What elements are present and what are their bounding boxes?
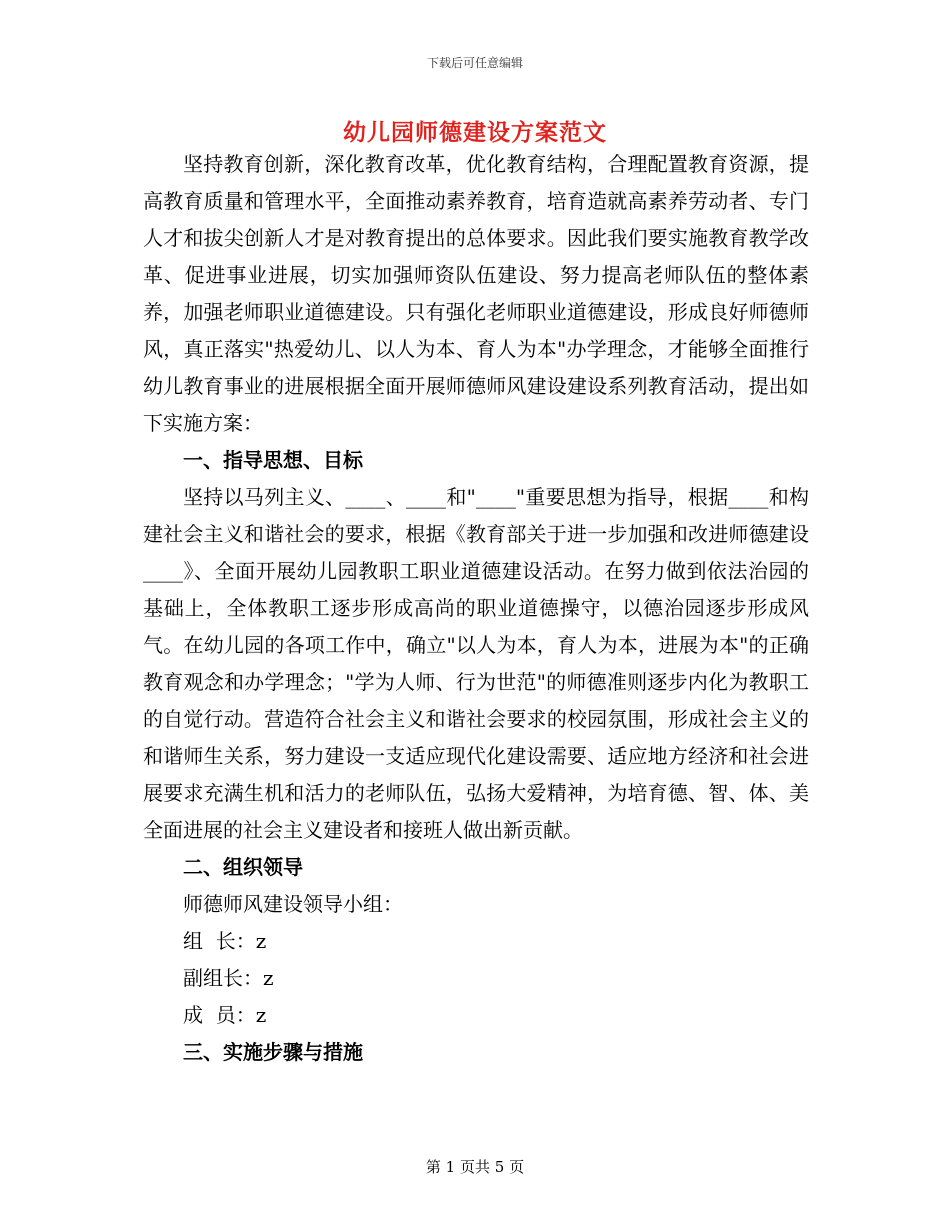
intro-paragraph: 坚持教育创新，深化教育改革，优化教育结构，合理配置教育资源，提高教育质量和管理水平，全面推动素养教育，培育造就高素养劳动者、专门人才和拔尖创新人才是对教育提出的总体要求。因此我们要实施教育教学改革、促进事业进展，切实加强师资队伍建设、努力提高老师队伍的整体素养，加强老师职业道德建设。只有强化老师职业道德建设，形成良好师德师风，真正落实"热爱幼儿、以人为本、育人为本"办学理念，才能够全面推行幼儿教育事业的进展根据全面开展师德师风建设建设系列教育活动，提出如下实施方案：: [143, 152, 809, 435]
section1-paragraph: 坚持以马列主义、____、____和"____"重要思想为指导，根据____和构建社会主义和谐社会的要求，根据《教育部关于进一步加强和改进师德建设____》、全面开展幼儿园教职工职业道德建设活动。在努力做到依法治园的基础上，全体教职工逐步形成高尚的职业道德操守，以德治园逐步形成风气。在幼儿园的各项工作中，确立"以人为本，育人为本，进展为本"的正确教育观念和办学理念；"学为人师、行为世范"的师德准则逐步内化为教职工的自觉行动。营造符合社会主义和谐社会要求的校园氛围，形成社会主义的和谐师生关系，努力建设一支适应现代化建设需要、适应地方经济和社会进展要求充满生机和活力的老师队伍，弘扬大爱精神，为培育德、智、体、美全面进展的社会主义建设者和接班人做出新贡献。: [143, 485, 809, 842]
members-line: 成 员：z: [183, 1003, 267, 1027]
section3-heading: 三、实施步骤与措施: [183, 1040, 363, 1064]
leadership-group-label: 师德师风建设领导小组：: [183, 892, 403, 916]
section2-heading: 二、组织领导: [183, 855, 303, 879]
vice-leader-line: 副组长：z: [183, 966, 274, 990]
document-body: [143, 146, 809, 1071]
group-leader-line: 组 长：z: [183, 929, 267, 953]
section1-heading: 一、指导思想、目标: [183, 448, 363, 472]
document-title: 幼儿园师德建设方案范文: [343, 119, 607, 146]
page-footer: 第 1 页共 5 页: [425, 1158, 525, 1176]
header-note: 下载后可任意编辑: [426, 56, 523, 70]
